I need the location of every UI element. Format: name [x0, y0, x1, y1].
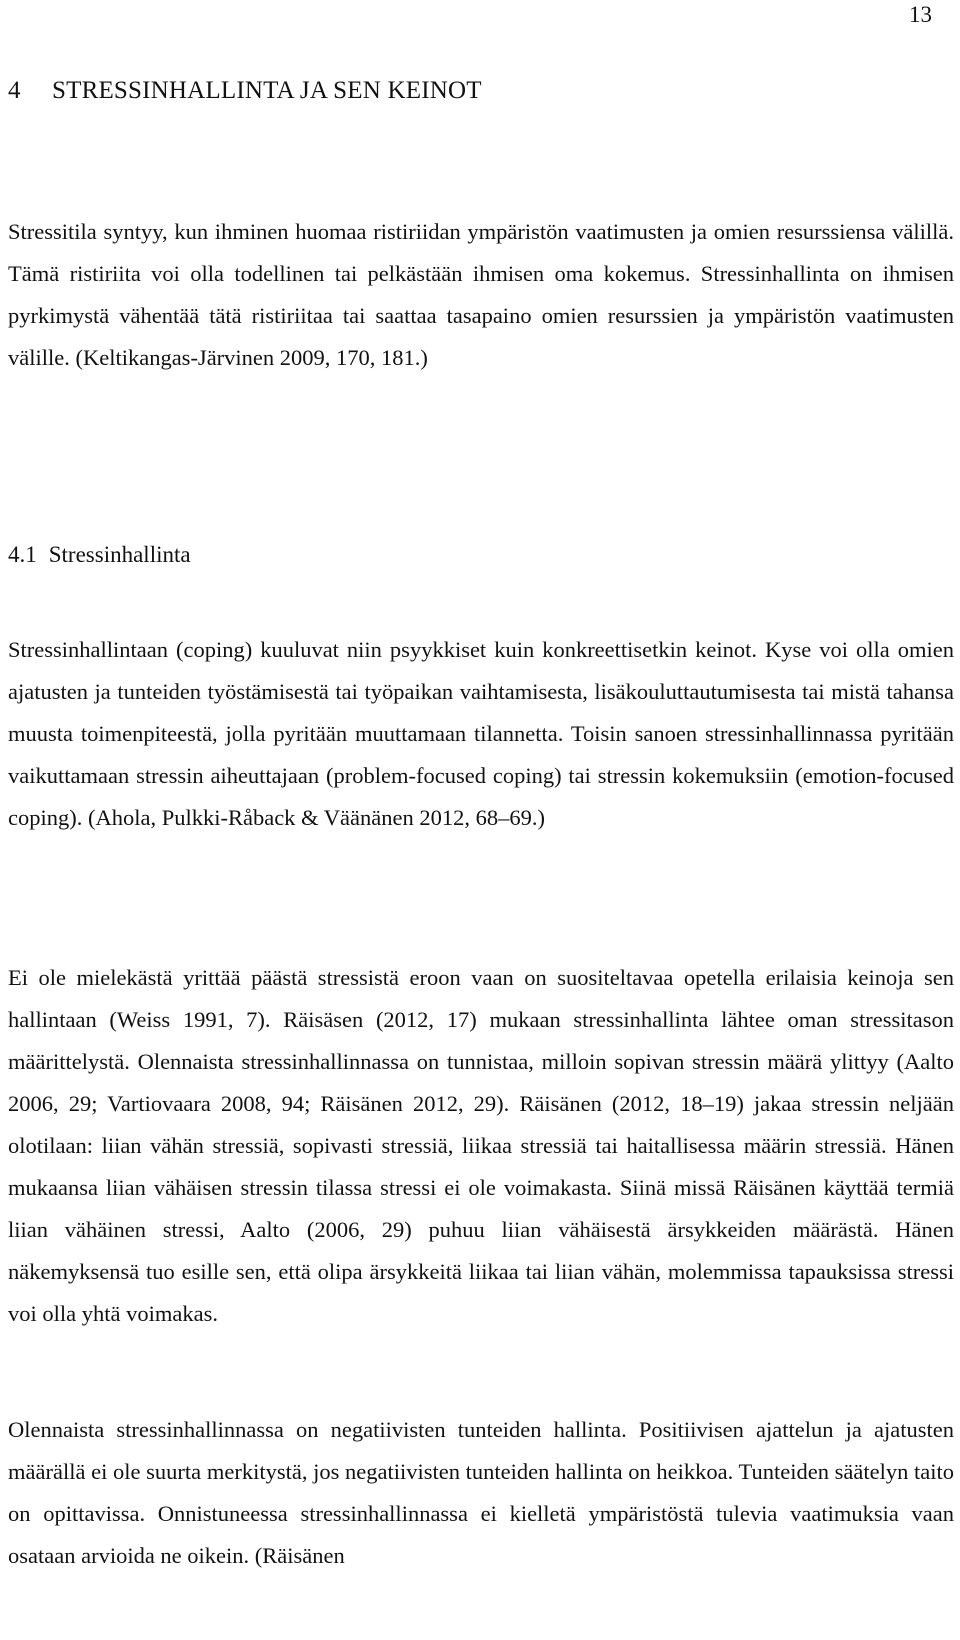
chapter-heading	[8, 74, 482, 108]
chapter-number: 4	[8, 77, 21, 104]
section-title: Stressinhallinta	[48, 542, 191, 567]
section-heading	[8, 540, 191, 570]
body-paragraph-stress-levels: Ei ole mielekästä yrittää päästä stressistä eroon vaan on suositeltavaa opetella erilaisia keinoja sen hallintaan (Weiss 1991, 7). Räisäsen (2012, 17) mukaan stressinhallinta lähtee oman stressitason määrittelystä. Olennaista stressinhallinnassa on tunnistaa, milloin sopivan stressin määrä ylittyy (Aalto 2006, 29; Vartiovaara 2008, 94; Räisänen 2012, 29). Räisänen (2012, 18–19) jakaa stressin neljään olotilaan: liian vähän stressiä, sopivasti stressiä, liikaa stressiä tai haitallisessa määrin stressiä. Hänen mukaansa liian vähäisen stressin tilassa stressi ei ole voimakasta. Siinä missä Räisänen käyttää termiä liian vähäinen stressi, Aalto (2006, 29) puhuu liian vähäisestä ärsykkeiden määrästä. Hänen näkemyksensä tuo esille sen, että olipa ärsykkeitä liikaa tai liian vähän, molemmissa tapauksissa stressi voi olla yhtä voimakas.	[8, 965, 954, 1326]
section-number: 4.1	[8, 542, 37, 567]
page-number: 13	[909, 2, 932, 27]
chapter-title: STRESSINHALLINTA JA SEN KEINOT	[52, 77, 482, 104]
intro-paragraph: Stressitila syntyy, kun ihminen huomaa ristiriidan ympäristön vaatimusten ja omien resurssiensa välillä. Tämä ristiriita voi olla todellinen tai pelkästään ihmisen oma kokemus. Stressinhallinta on ihmisen pyrkimystä vähentää tätä ristiriitaa tai saattaa tasapaino omien resurssien ja ympäristön vaatimusten välille. (Keltikangas-Järvinen 2009, 170, 181.)	[8, 219, 954, 370]
body-paragraph-negative-emotions: Olennaista stressinhallinnassa on negatiivisten tunteiden hallinta. Positiivisen ajattelun ja ajatusten määrällä ei ole suurta merkitystä, jos negatiivisten tunteiden hallinta on heikkoa. Tunteiden säätelyn taito on opittavissa. Onnistuneessa stressinhallinnassa ei kielletä ympäristöstä tulevia vaatimuksia vaan osataan arvioida ne oikein. (Räisänen	[8, 1417, 954, 1568]
body-paragraph-coping: Stressinhallintaan (coping) kuuluvat niin psyykkiset kuin konkreettisetkin keinot. Kyse voi olla omien ajatusten ja tunteiden työstämisestä tai työpaikan vaihtamisesta, lisäkouluttautumisesta tai mistä tahansa muusta toimenpiteestä, jolla pyritään muuttamaan tilannetta. Toisin sanoen stressinhallinnassa pyritään vaikuttamaan stressin aiheuttajaan (problem-focused coping) tai stressin kokemuksiin (emotion-focused coping). (Ahola, Pulkki-Råback & Väänänen 2012, 68–69.)	[8, 637, 954, 830]
